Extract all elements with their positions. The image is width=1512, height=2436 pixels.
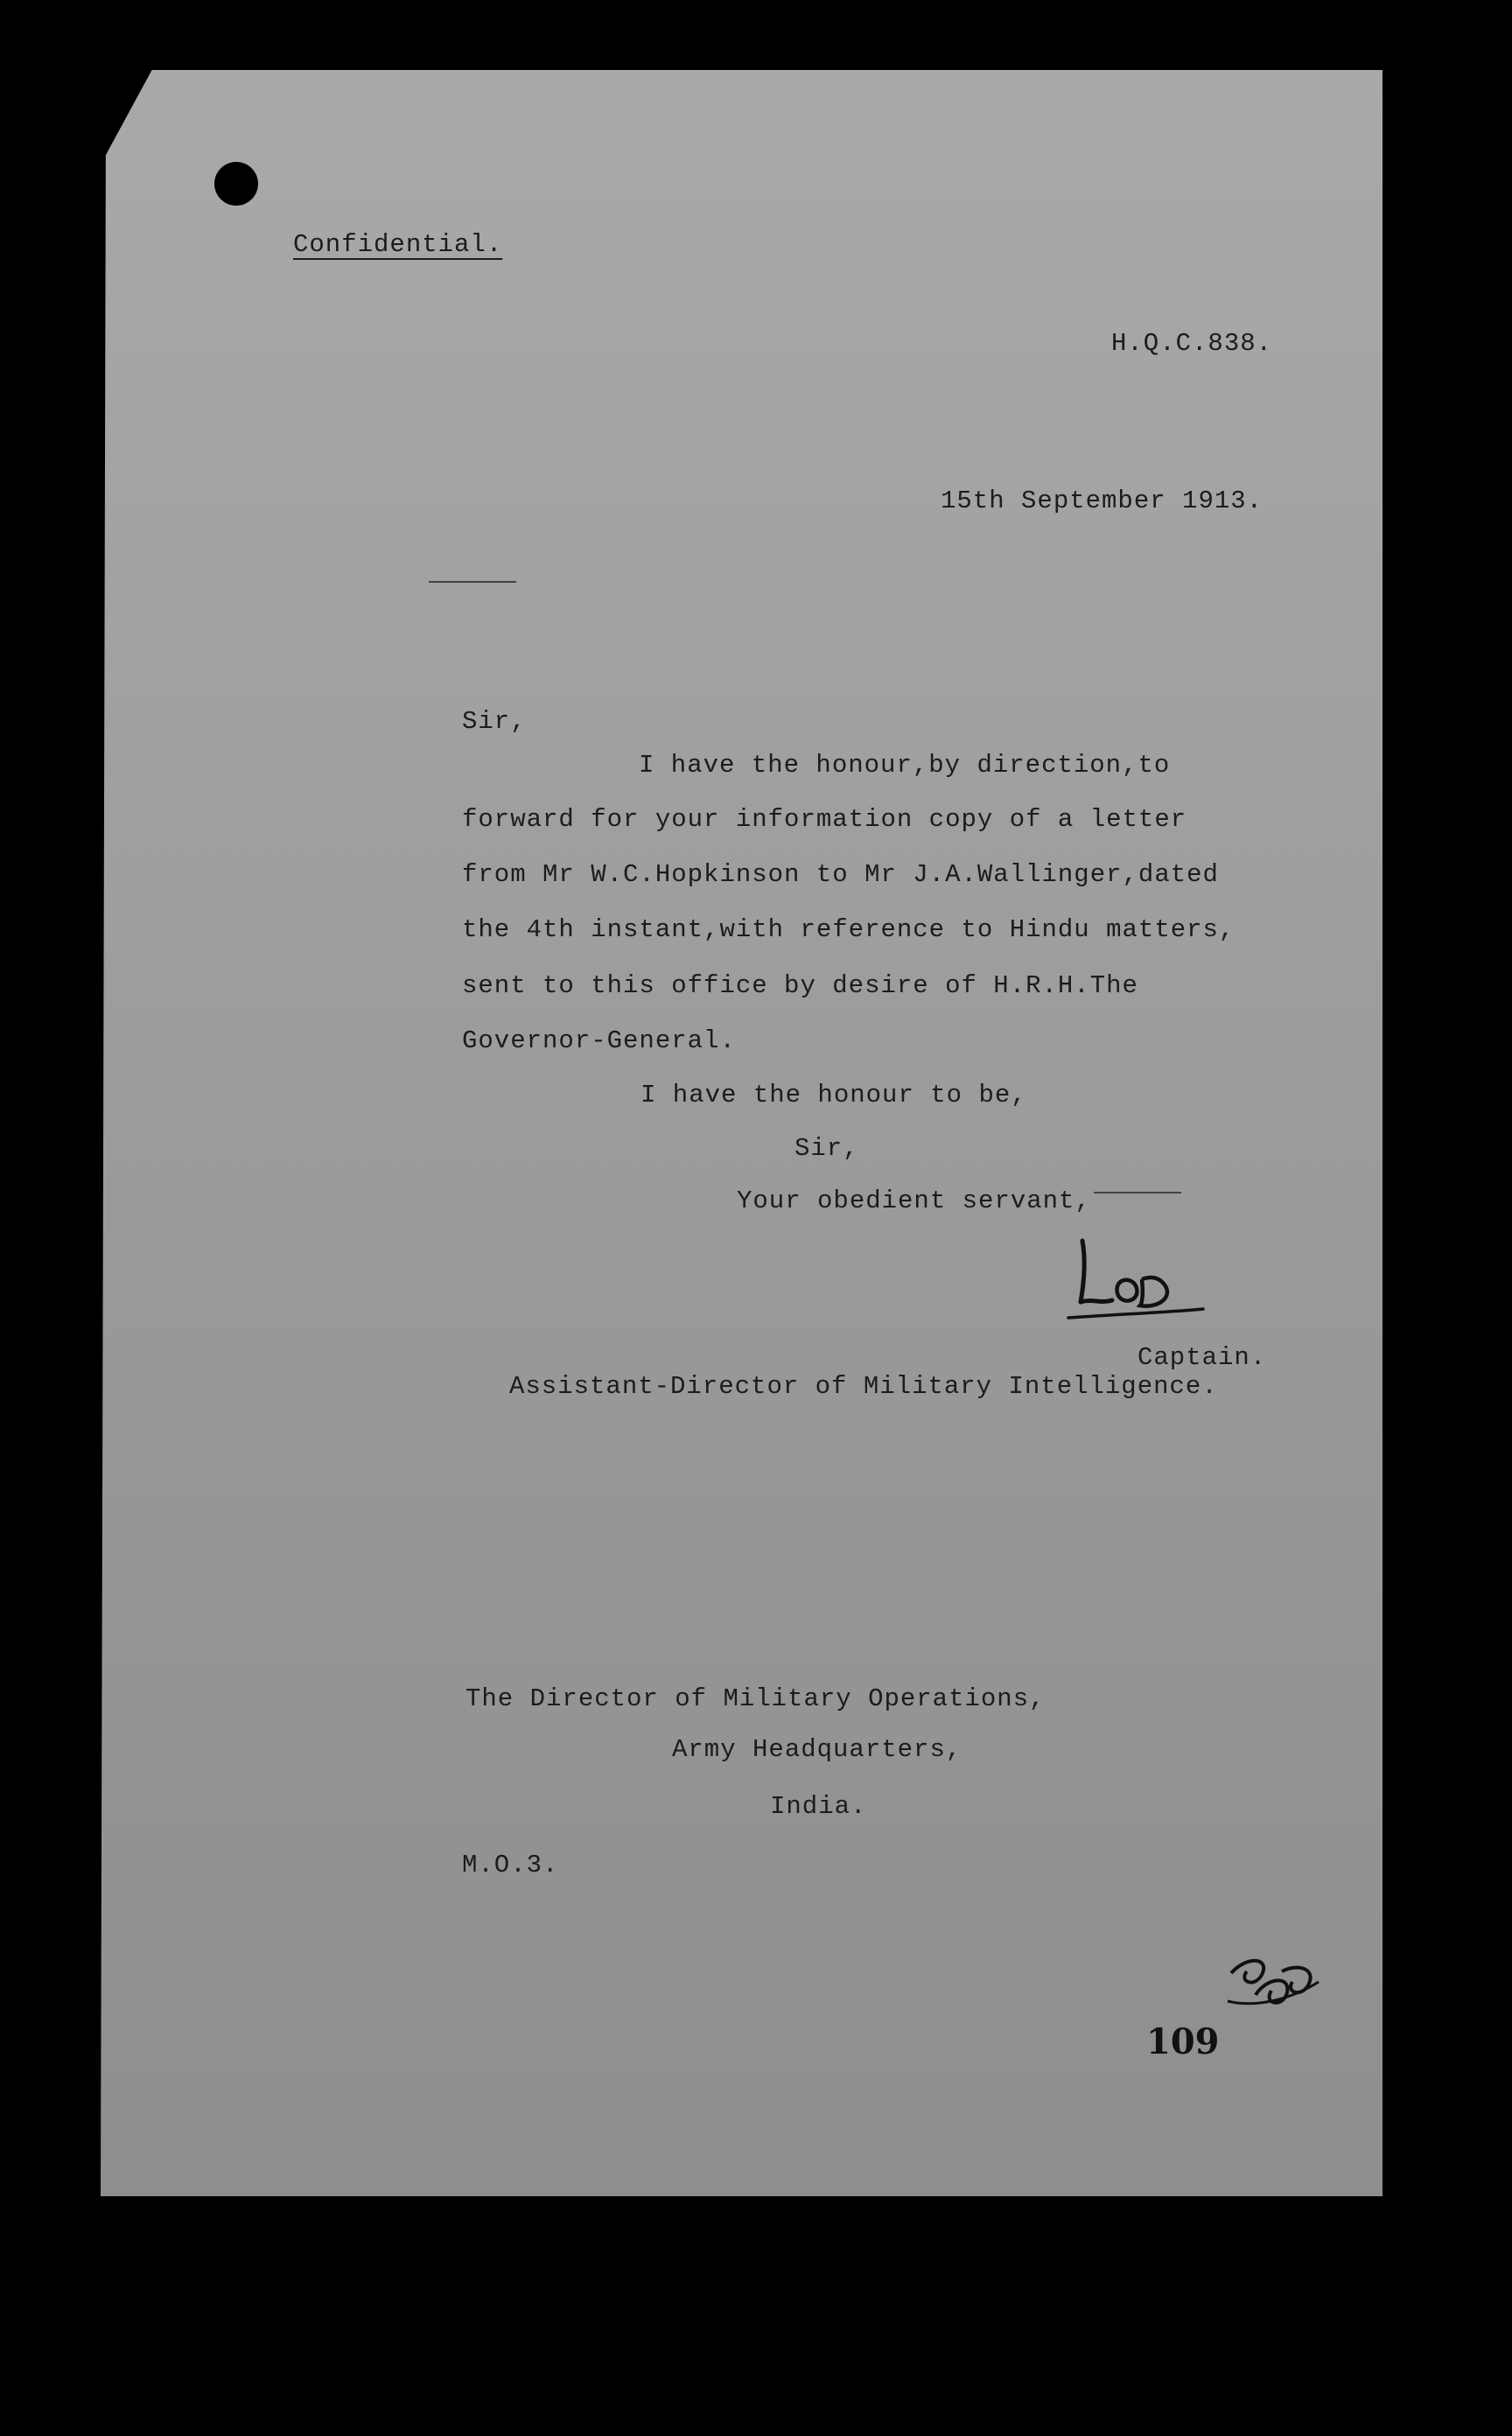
- body-line: Governor-General.: [462, 1026, 736, 1055]
- divider-line: [429, 581, 516, 583]
- body-line: the 4th instant,with reference to Hindu matters,: [462, 915, 1236, 944]
- signatory-rank: Captain.: [1138, 1343, 1267, 1372]
- folio-number: 109: [1146, 2021, 1220, 2062]
- signature-rule: [1094, 1192, 1181, 1194]
- letter-sheet: [101, 70, 1382, 2196]
- closing-line: Your obedient servant,: [737, 1186, 1091, 1215]
- handwritten-initials: [1221, 1947, 1326, 2026]
- closing-line: Sir,: [794, 1134, 859, 1163]
- handwritten-signature: [1063, 1234, 1212, 1330]
- closing-line: I have the honour to be,: [640, 1081, 1027, 1110]
- body-line: forward for your information copy of a letter: [462, 805, 1187, 834]
- reference-number: H.Q.C.838.: [1111, 329, 1273, 358]
- branch-code: M.O.3.: [462, 1851, 559, 1880]
- salutation: Sir,: [462, 707, 527, 736]
- body-line: sent to this office by desire of H.R.H.The: [462, 971, 1138, 1000]
- addressee-line: The Director of Military Operations,: [466, 1684, 1046, 1713]
- classification-heading: Confidential.: [293, 230, 503, 259]
- addressee-line: Army Headquarters,: [672, 1735, 962, 1764]
- signatory-title: Assistant-Director of Military Intelligence.: [509, 1372, 1218, 1401]
- punch-hole: [214, 162, 258, 206]
- letter-date: 15th September 1913.: [941, 486, 1264, 515]
- addressee-line: India.: [770, 1792, 867, 1821]
- body-line: from Mr W.C.Hopkinson to Mr J.A.Wallinger,dated: [462, 860, 1219, 889]
- body-line: I have the honour,by direction,to: [639, 751, 1171, 780]
